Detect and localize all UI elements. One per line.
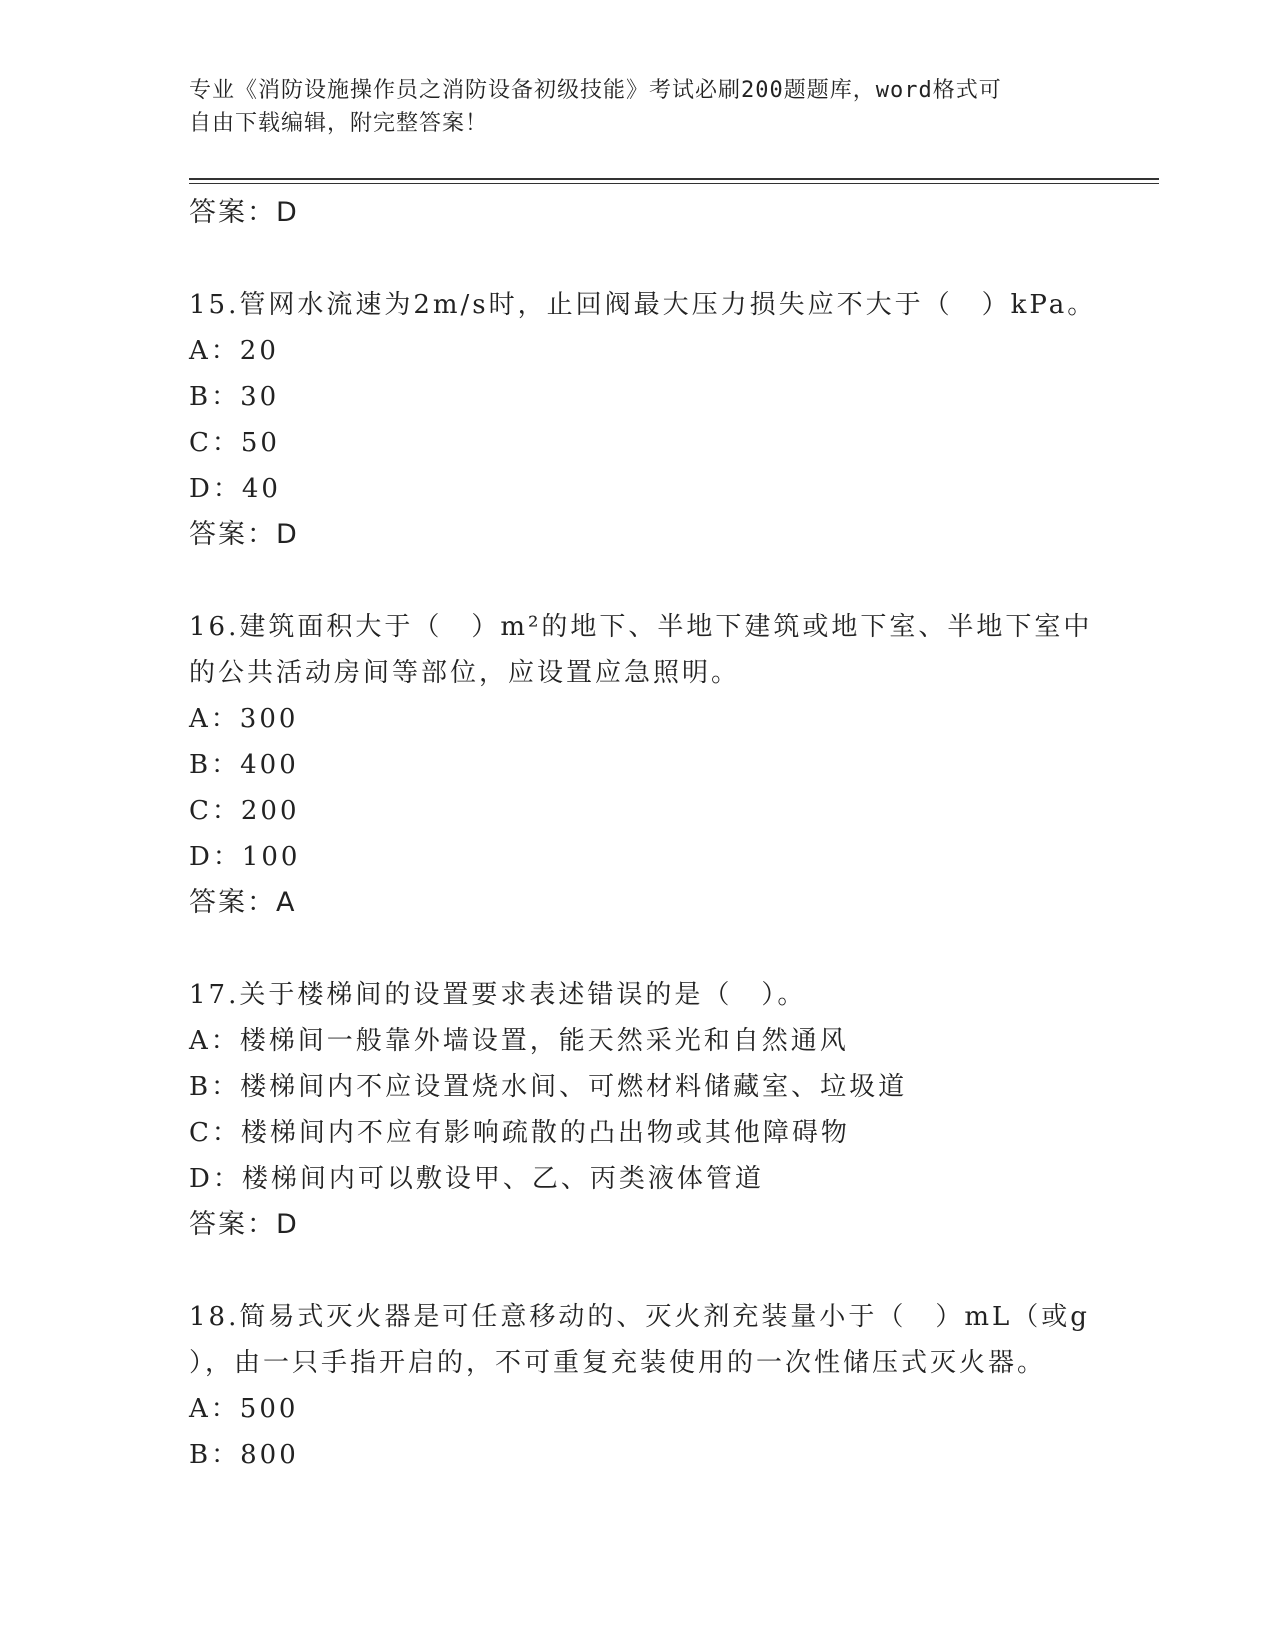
answer-line: 答案：D [189,197,299,228]
spacer [189,926,1089,972]
header-line-1: 专业《消防设施操作员之消防设备初级技能》考试必刷200题题库，word格式可 [189,78,1002,103]
option-b: B：30 [189,382,280,412]
option-a: A：楼梯间一般靠外墙设置，能天然采光和自然通风 [189,1026,849,1056]
question-15 [189,282,1097,558]
spacer [189,236,1089,282]
option-a: A：20 [189,336,279,366]
option-d: D：100 [189,842,301,872]
option-a: A：500 [189,1394,299,1424]
question-14-tail [189,190,1089,236]
question-17 [189,972,1089,1248]
option-c: C：楼梯间内不应有影响疏散的凸出物或其他障碍物 [189,1118,850,1148]
option-c: C：200 [189,796,300,826]
header-divider [189,178,1159,180]
spacer [189,558,1089,604]
question-list [189,190,1097,1478]
option-b: B：800 [189,1440,299,1470]
question-16 [189,604,1093,926]
header-line-2: 自由下载编辑，附完整答案！ [189,111,489,136]
answer-line: 答案：A [189,887,297,918]
question-text-continued: ），由一只手指开启的，不可重复充装使用的一次性储压式灭火器。 [189,1348,1047,1378]
option-d: D：楼梯间内可以敷设甲、乙、丙类液体管道 [189,1164,764,1194]
question-text: 18.简易式灭火器是可任意移动的、灭火剂充装量小于（ ）mL（或g [189,1302,1090,1332]
spacer [189,1248,1089,1294]
option-a: A：300 [189,704,299,734]
option-b: B：楼梯间内不应设置烧水间、可燃材料储藏室、垃圾道 [189,1072,908,1102]
question-text: 15.管网水流速为2m/s时，止回阀最大压力损失应不大于（ ）kPa。 [189,290,1097,320]
question-18 [189,1294,1089,1478]
answer-line: 答案：D [189,519,299,550]
question-text: 17.关于楼梯间的设置要求表述错误的是（ ）。 [189,980,807,1010]
option-d: D：40 [189,474,281,504]
option-c: C：50 [189,428,280,458]
question-text: 16.建筑面积大于（ ）m²的地下、半地下建筑或地下室、半地下室中 [189,612,1093,642]
option-b: B：400 [189,750,299,780]
header-divider-thin [189,183,1159,184]
page-header [189,74,1089,140]
answer-line: 答案：D [189,1209,299,1240]
question-text-continued: 的公共活动房间等部位，应设置应急照明。 [189,658,741,688]
